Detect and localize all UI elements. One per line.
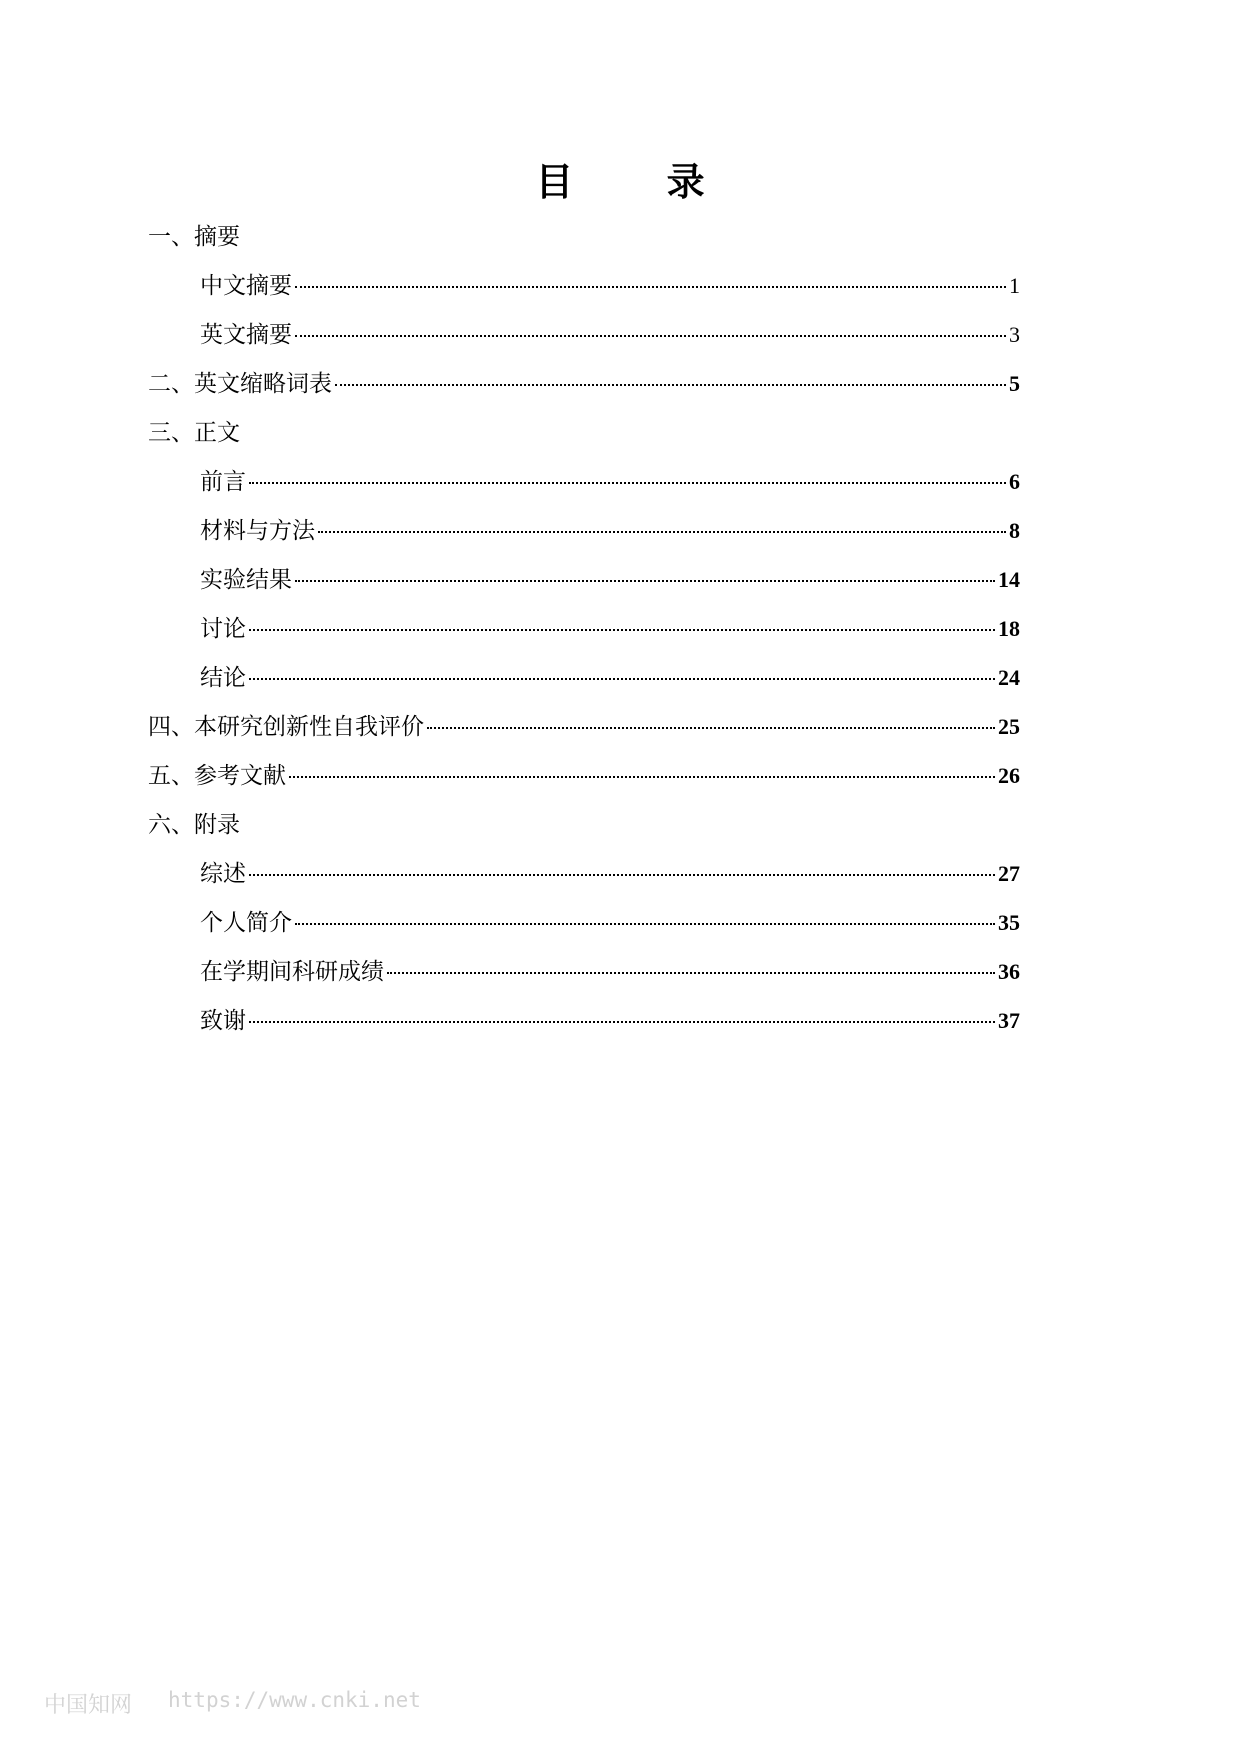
toc-page-number: 3: [1009, 322, 1020, 347]
toc-entry-innovation[interactable]: [148, 712, 1020, 761]
toc-page-number: 18: [998, 616, 1020, 641]
toc-page-number: 8: [1009, 518, 1020, 543]
toc-entry-preface[interactable]: [148, 467, 1020, 516]
dot-leader: [295, 923, 995, 925]
toc-entry-title: 材料与方法: [200, 518, 315, 544]
dot-leader: [318, 531, 1006, 533]
toc-page-number: 26: [998, 763, 1020, 788]
toc-page-number: 1: [1009, 273, 1020, 298]
toc-page-number: 27: [998, 861, 1020, 886]
toc-page-number: 6: [1009, 469, 1020, 494]
dot-leader: [249, 678, 995, 680]
table-of-contents: [148, 222, 1020, 1055]
toc-entry-english-abstract[interactable]: [148, 320, 1020, 369]
dot-leader: [335, 384, 1006, 386]
toc-entry-references[interactable]: [148, 761, 1020, 810]
toc-entry-methods[interactable]: [148, 516, 1020, 565]
cnki-watermark: [44, 1688, 421, 1719]
toc-page-number: 5: [1009, 371, 1020, 396]
toc-entry-research-achievements[interactable]: [148, 957, 1020, 1006]
toc-entry-title: 五、参考文献: [148, 763, 286, 789]
toc-entry-review[interactable]: [148, 859, 1020, 908]
dot-leader: [249, 482, 1006, 484]
toc-entry-title: 综述: [200, 861, 246, 887]
toc-entry-results[interactable]: [148, 565, 1020, 614]
toc-page-number: 35: [998, 910, 1020, 935]
toc-entry-title: 致谢: [200, 1008, 246, 1034]
toc-entry-title: 结论: [200, 665, 246, 691]
toc-entry-title: 英文摘要: [200, 322, 292, 348]
toc-page-number: 36: [998, 959, 1020, 984]
toc-entry-title: 一、摘要: [148, 224, 240, 250]
toc-entry-title: 四、本研究创新性自我评价: [148, 714, 424, 740]
toc-entry-title: 二、英文缩略词表: [148, 371, 332, 397]
page-title: 目 录: [535, 159, 745, 204]
toc-entry-title: 前言: [200, 469, 246, 495]
toc-entry-title: 六、附录: [148, 812, 240, 838]
dot-leader: [295, 580, 995, 582]
toc-page-number: 37: [998, 1008, 1020, 1033]
toc-section-main-text: [148, 418, 1020, 467]
toc-entry-title: 实验结果: [200, 567, 292, 593]
toc-entry-title: 个人简介: [200, 910, 292, 936]
toc-entry-discussion[interactable]: [148, 614, 1020, 663]
toc-entry-title: 在学期间科研成绩: [200, 959, 384, 985]
dot-leader: [295, 286, 1006, 288]
toc-page-number: 25: [998, 714, 1020, 739]
dot-leader: [249, 874, 995, 876]
watermark-site-name: 中国知网: [44, 1693, 133, 1718]
dot-leader: [249, 629, 995, 631]
toc-section-appendix: [148, 810, 1020, 859]
dot-leader: [295, 335, 1006, 337]
dot-leader: [289, 776, 995, 778]
toc-section-abstract: [148, 222, 1020, 271]
toc-page-number: 24: [998, 665, 1020, 690]
toc-entry-title: 讨论: [200, 616, 246, 642]
toc-page-number: 14: [998, 567, 1020, 592]
toc-entry-title: 三、正文: [148, 420, 240, 446]
toc-entry-title: 中文摘要: [200, 273, 292, 299]
toc-entry-abbreviations[interactable]: [148, 369, 1020, 418]
toc-entry-biography[interactable]: [148, 908, 1020, 957]
toc-entry-chinese-abstract[interactable]: [148, 271, 1020, 320]
toc-entry-acknowledgements[interactable]: [148, 1006, 1020, 1055]
dot-leader: [249, 1021, 995, 1023]
dot-leader: [427, 727, 995, 729]
watermark-url: https://www.cnki.net: [168, 1688, 421, 1712]
toc-entry-conclusion[interactable]: [148, 663, 1020, 712]
dot-leader: [387, 972, 995, 974]
